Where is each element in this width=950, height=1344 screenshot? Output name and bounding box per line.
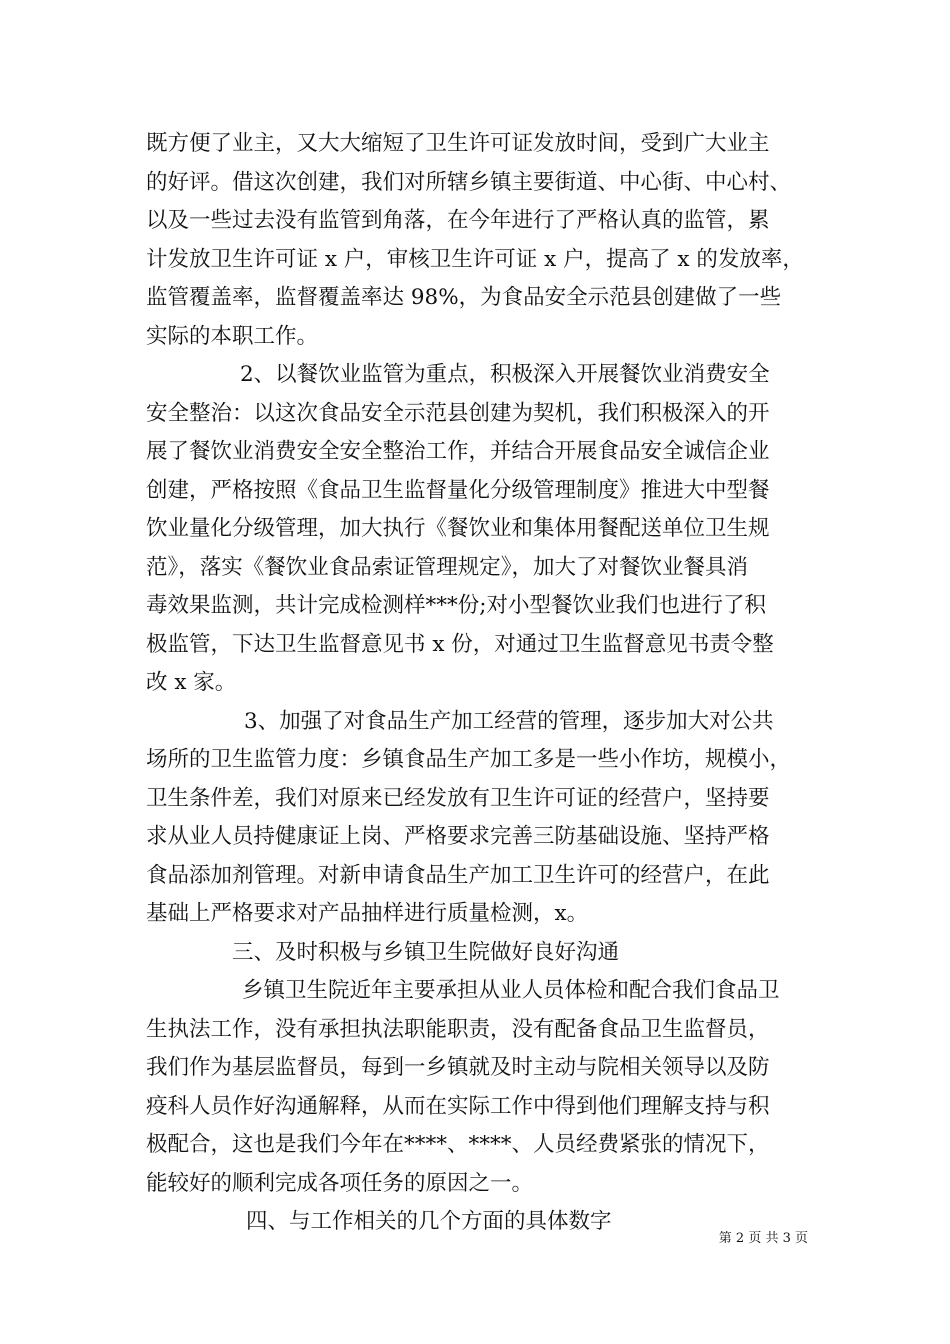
document-body — [146, 125, 818, 1242]
text-line: 监管覆盖率，监督覆盖率达 98%，为食品安全示范县创建做了一些 — [146, 285, 782, 310]
text-line: 安全整治：以这次食品安全示范县创建为契机，我们积极深入的开 — [146, 400, 770, 426]
text-line: 以及一些过去没有监管到角落，在今年进行了严格认真的监管，累 — [146, 208, 770, 233]
text-line: 既方便了业主，又大大缩短了卫生许可证发放时间，受到广大业主 — [146, 131, 770, 156]
part-3-heading: 三、及时积极与乡镇卫生院做好良好沟通 — [232, 939, 620, 965]
text-line: 改 x 家。 — [146, 670, 237, 695]
text-line: 极配合，这也是我们今年在****、****、人员经费紧张的情况下， — [146, 1132, 770, 1157]
text-line: 展了餐饮业消费安全安全整治工作，并结合开展食品安全诚信企业 — [146, 439, 770, 464]
text-line: 卫生条件差，我们对原来已经发放有卫生许可证的经营户，坚持要 — [146, 785, 770, 811]
text-line: 极监管，下达卫生监督意见书 x 份，对通过卫生监督意见书责令整 — [146, 631, 774, 657]
text-line: 我们作为基层监督员，每到一乡镇就及时主动与院相关领导以及防 — [146, 1055, 770, 1080]
text-line: 生执法工作，没有承担执法职能职责，没有配备食品卫生监督员， — [146, 1016, 770, 1042]
text-line: 计发放卫生许可证 x 户，审核卫生许可证 x 户，提高了 x 的发放率， — [146, 246, 804, 272]
paragraph-start-line: 乡镇卫生院近年主要承担从业人员体检和配合我们食品卫 — [242, 978, 780, 1003]
text-line: 疫科人员作好沟通解释，从而在实际工作中得到他们理解支持与积 — [146, 1093, 770, 1119]
text-line: 饮业量化分级管理，加大执行《餐饮业和集体用餐配送单位卫生规 — [146, 516, 770, 541]
text-line: 的好评。借这次创建，我们对所辖乡镇主要街道、中心街、中心村、 — [146, 169, 792, 195]
text-line: 基础上严格要求对产品抽样进行质量检测，x。 — [146, 901, 589, 926]
text-line: 食品添加剂管理。对新申请食品生产加工卫生许可的经营户，在此 — [146, 862, 770, 888]
text-line: 能较好的顺利完成各项任务的原因之一。 — [146, 1170, 534, 1196]
text-line: 实际的本职工作。 — [146, 323, 319, 349]
text-line: 范》，落实《餐饮业食品索证管理规定》，加大了对餐饮业餐具消 — [146, 554, 749, 580]
section-3-heading-line: 3、加强了对食品生产加工经营的管理，逐步加大对公共 — [244, 708, 774, 734]
part-4-heading: 四、与工作相关的几个方面的具体数字 — [246, 1209, 612, 1234]
section-2-heading-line: 2、以餐饮业监管为重点，积极深入开展餐饮业消费安全 — [240, 362, 770, 387]
page-number-footer: 第 2 页 共 3 页 — [718, 1231, 808, 1246]
text-line: 创建，严格按照《食品卫生监督量化分级管理制度》推进大中型餐 — [146, 477, 770, 503]
text-line: 场所的卫生监管力度：乡镇食品生产加工多是一些小作坊，规模小， — [146, 747, 792, 772]
text-line: 求从业人员持健康证上岗、严格要求完善三防基础设施、坚持严格 — [146, 824, 770, 849]
text-line: 毒效果监测，共计完成检测样***份;对小型餐饮业我们也进行了积 — [146, 593, 766, 618]
